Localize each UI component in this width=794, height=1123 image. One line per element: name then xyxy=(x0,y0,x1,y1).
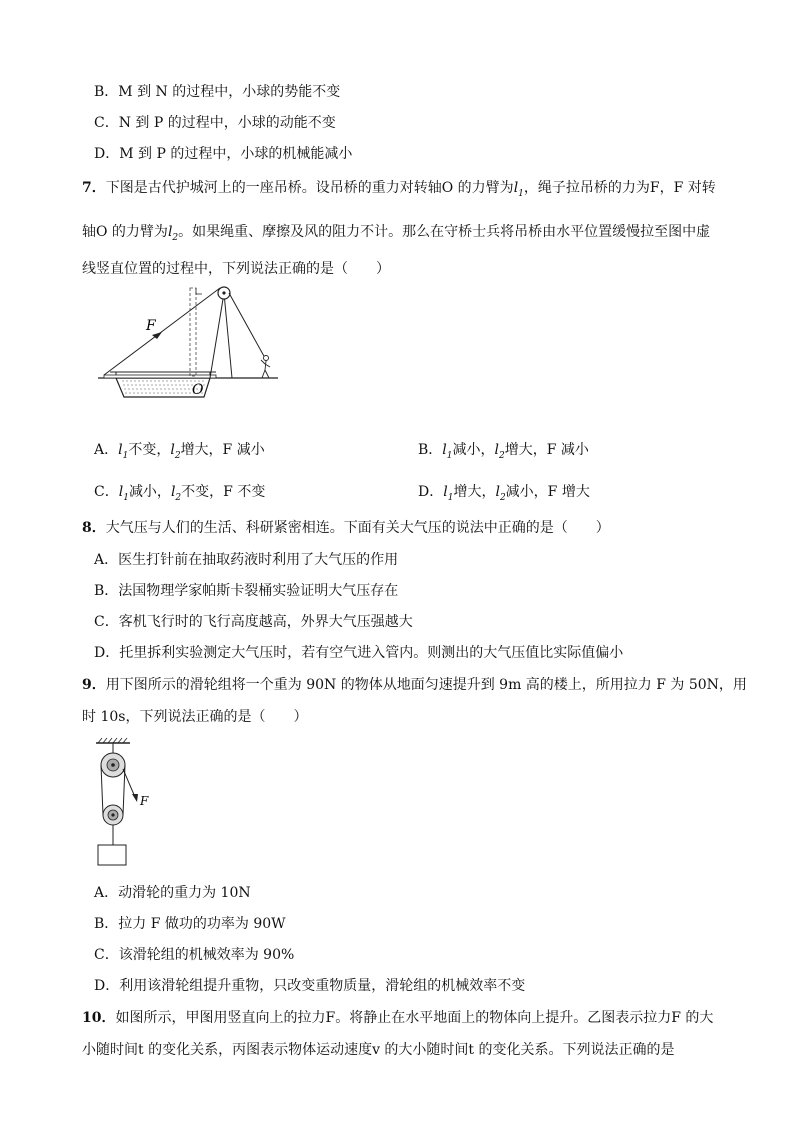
q9-option-c: C．该滑轮组的机械效率为 90% xyxy=(94,947,295,963)
q7-text: 。如果绳重、摩擦及风的阻力不计。那么在守桥士兵将吊桥由水平位置缓慢拉至图中虚 xyxy=(178,224,711,240)
q9-text: 用下图所示的滑轮组将一个重为 90N 的物体从地面匀速提升到 9m 高的楼上，所用拉力 F 为 50N，用 xyxy=(105,677,747,693)
q8-text: 大气压与人们的生活、科研紧密相连。下面有关大气压的说法中正确的是（ ） xyxy=(105,520,610,536)
force-label-f: F xyxy=(140,794,149,808)
q7-text: ，绳子拉吊桥的力为F，F 对转 xyxy=(523,180,716,196)
drawbridge-figure xyxy=(94,282,294,402)
q8-number: 8． xyxy=(82,520,106,536)
q10-stem-line2: 小随时间t 的变化关系，丙图表示物体运动速度v 的大小随时间t 的变化关系。下列说法正确的是 xyxy=(82,1042,675,1058)
force-label-f: F xyxy=(146,318,156,334)
q9-stem-line2: 时 10s，下列说法正确的是（ ） xyxy=(82,709,308,725)
q7-stem-line1 xyxy=(82,178,716,204)
q6-option-d: D．M 到 P 的过程中，小球的机械能减小 xyxy=(94,146,353,162)
q9-option-a: A．动滑轮的重力为 10N xyxy=(94,885,251,901)
q8-option-c: C．客机飞行时的飞行高度越高，外界大气压强越大 xyxy=(94,614,413,630)
q7-option-a: A．$l_1$不变，$l_2$增大，F 减小 xyxy=(94,442,265,461)
q9-option-b: B．拉力 F 做功的功率为 90W xyxy=(94,916,286,932)
q8-option-d: D．托里拆利实验测定大气压时，若有空气进入管内。则测出的大气压值比实际值偏小 xyxy=(94,645,624,661)
l2-symbol: $l_2$ xyxy=(167,224,179,243)
q6-option-c: C．N 到 P 的过程中，小球的动能不变 xyxy=(94,115,336,131)
q7-text: 轴O 的力臂为 xyxy=(82,224,168,240)
q9-number: 9． xyxy=(82,677,106,693)
pivot-label-o: O xyxy=(192,382,204,398)
q7-stem-line3: 线竖直位置的过程中，下列说法正确的是（ ） xyxy=(82,261,390,277)
q7-text: 下图是古代护城河上的一座吊桥。设吊桥的重力对转轴O 的力臂为 xyxy=(105,180,514,196)
q8-option-a: A．医生打针前在抽取药液时利用了大气压的作用 xyxy=(94,552,399,568)
q9-stem-line1 xyxy=(82,675,747,695)
q7-option-b: B．$l_1$减小，$l_2$增大，F 减小 xyxy=(418,442,589,461)
l1-symbol: $l_1$ xyxy=(513,180,524,199)
q9-option-d: D．利用该滑轮组提升重物，只改变重物质量，滑轮组的机械效率不变 xyxy=(94,978,526,994)
q7-number: 7． xyxy=(82,180,106,196)
q10-text: 如图所示，甲图用竖直向上的拉力F。将静止在水平地面上的物体向上提升。乙图表示拉力F 的大 xyxy=(115,1010,714,1026)
q8-option-b: B．法国物理学家帕斯卡裂桶实验证明大气压存在 xyxy=(94,583,399,599)
q10-stem-line1 xyxy=(82,1008,713,1028)
pulley-figure xyxy=(90,735,170,870)
q10-number: 10． xyxy=(82,1010,116,1026)
q7-option-c: C．$l_1$减小，$l_2$不变，F 不变 xyxy=(94,484,266,503)
q8-stem xyxy=(82,518,610,538)
q7-option-d: D．$l_1$增大，$l_2$减小，F 增大 xyxy=(418,484,590,503)
q6-option-b: B．M 到 N 的过程中，小球的势能不变 xyxy=(94,84,341,100)
q7-stem-line2 xyxy=(82,222,710,248)
